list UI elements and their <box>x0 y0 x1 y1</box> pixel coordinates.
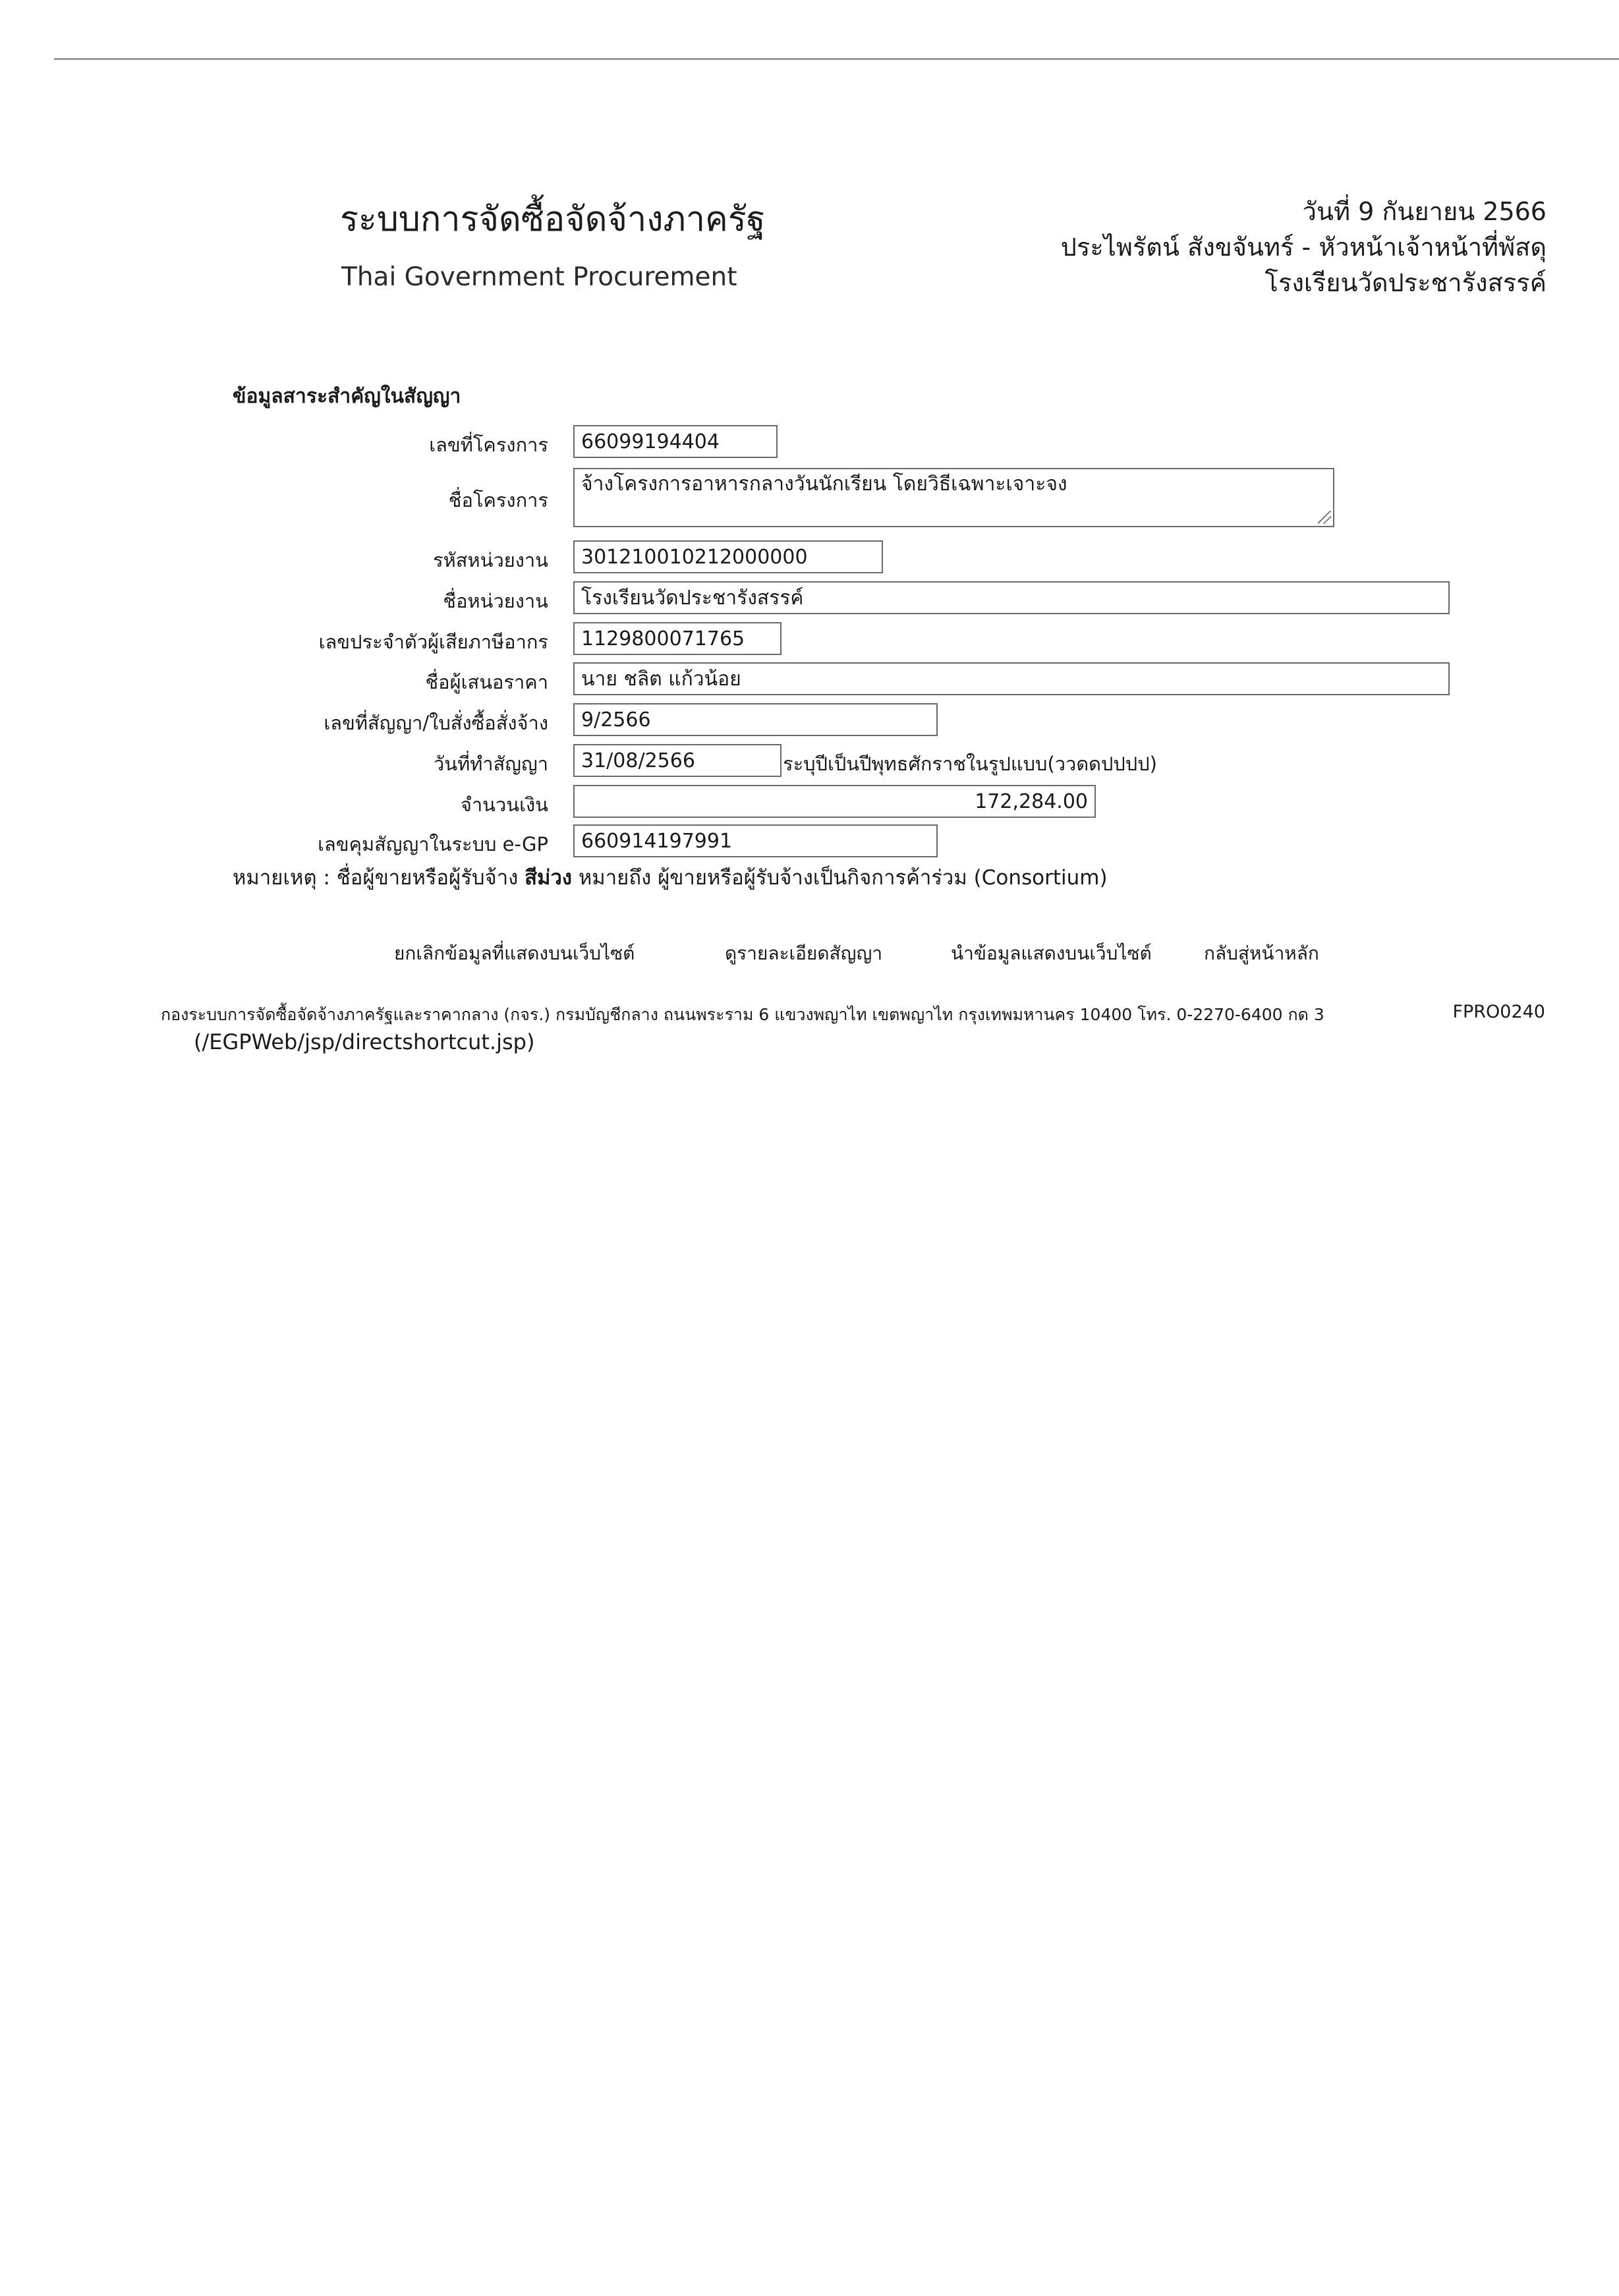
note-suffix: หมายถึง ผู้ขายหรือผู้รับจ้างเป็นกิจการค้าร่วม (Consortium) <box>578 866 1108 890</box>
footer-address: กองระบบการจัดซื้อจัดจ้างภาครัฐและราคากลาง (กจร.) กรมบัญชีกลาง ถนนพระราม 6 แขวงพญาไท เขตพญาไท กรุงเทพมหานคร 10400 โทร. 0-2270-6400 กด 3 <box>161 1005 1324 1024</box>
organization-name: โรงเรียนวัดประชารังสรรค์ <box>1264 268 1547 297</box>
unit-code-label: รหัสหน่วยงาน <box>433 549 548 571</box>
unit-name-field[interactable]: โรงเรียนวัดประชารังสรรค์ <box>573 581 1450 614</box>
project-no-field[interactable]: 66099194404 <box>573 425 778 458</box>
date-format-hint: ระบุปีเป็นปีพุทธศักราชในรูปแบบ(ววดดปปปป) <box>783 753 1157 775</box>
system-title-thai: ระบบการจัดซื้อจัดจ้างภาครัฐ <box>340 200 766 239</box>
page-code: FPRO0240 <box>1452 1002 1545 1022</box>
amount-field[interactable]: 172,284.00 <box>573 785 1096 818</box>
project-name-value: จ้างโครงการอาหารกลางวันนักเรียน โดยวิธีเฉพาะเจาะจง <box>581 473 1067 496</box>
egp-no-label: เลขคุมสัญญาในระบบ e-GP <box>318 833 548 855</box>
view-details-link[interactable]: ดูรายละเอียดสัญญา <box>725 942 883 964</box>
scan-top-border <box>54 58 1619 60</box>
project-no-label: เลขที่โครงการ <box>429 434 548 456</box>
unit-name-label: ชื่อหน่วยงาน <box>443 590 548 612</box>
contract-no-label: เลขที่สัญญา/ใบสั่งซื้อสั่งจ้าง <box>324 712 548 734</box>
amount-label: จำนวนเงิน <box>460 793 548 816</box>
resize-handle-icon[interactable] <box>1318 511 1331 524</box>
note-highlight: สีม่วง <box>525 866 573 890</box>
officer-name: ประไพรัตน์ สังขจันทร์ - หัวหน้าเจ้าหน้าที่พัสดุ <box>1060 233 1547 262</box>
tax-id-field[interactable]: 1129800071765 <box>573 622 781 655</box>
system-title-english: Thai Government Procurement <box>341 262 737 292</box>
bidder-name-field[interactable]: นาย ชลิต แก้วน้อย <box>573 662 1450 695</box>
project-name-textarea[interactable] <box>573 468 1334 527</box>
contract-date-label: วันที่ทำสัญญา <box>433 753 548 775</box>
section-title: ข้อมูลสาระสำคัญในสัญญา <box>233 385 461 408</box>
contract-date-field[interactable]: 31/08/2566 <box>573 744 781 777</box>
bidder-name-label: ชื่อผู้เสนอราคา <box>425 671 548 693</box>
tax-id-label: เลขประจำตัวผู้เสียภาษีอากร <box>318 631 548 653</box>
unit-code-field[interactable]: 301210010212000000 <box>573 540 883 573</box>
contract-no-field[interactable]: 9/2566 <box>573 703 938 736</box>
consortium-note <box>233 861 1108 894</box>
cancel-display-link[interactable]: ยกเลิกข้อมูลที่แสดงบนเว็บไซต์ <box>394 942 635 964</box>
footer-url: (/EGPWeb/jsp/directshortcut.jsp) <box>194 1029 535 1054</box>
egp-no-field[interactable]: 660914197991 <box>573 824 938 857</box>
print-date: วันที่ 9 กันยายน 2566 <box>1302 197 1547 226</box>
publish-link[interactable]: นำข้อมูลแสดงบนเว็บไซต์ <box>951 942 1152 964</box>
note-prefix: หมายเหตุ : ชื่อผู้ขายหรือผู้รับจ้าง <box>233 866 519 890</box>
back-home-link[interactable]: กลับสู่หน้าหลัก <box>1204 942 1319 964</box>
project-name-label: ชื่อโครงการ <box>448 489 548 511</box>
